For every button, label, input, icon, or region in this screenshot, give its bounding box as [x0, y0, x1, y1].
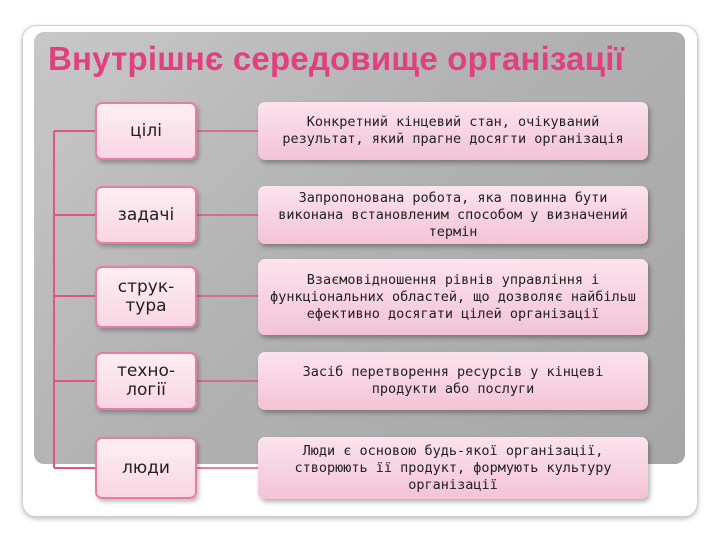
slide-title: Внутрішнє середовище організації	[48, 40, 625, 77]
label-box-people: люди	[95, 437, 197, 499]
description-box-technologies: Засіб перетворення ресурсів у кінцеві продукти або послуги	[258, 352, 648, 410]
label-box-technologies: техно- логії	[95, 352, 197, 410]
description-box-goals: Конкретний кінцевий стан, очікуваний результат, який прагне досягти організація	[258, 102, 648, 160]
description-box-people: Люди є основою будь-якої організації, створюють її продукт, формують культуру організації	[258, 437, 648, 499]
label-box-structure: струк- тура	[95, 266, 197, 328]
description-box-structure: Взаємовідношення рівнів управління і функціональних областей, що дозволяє найбільш ефективно досягати цілей організації	[258, 259, 648, 335]
label-box-tasks: задачі	[95, 186, 197, 244]
label-box-goals: цілі	[95, 102, 197, 160]
description-box-tasks: Запропонована робота, яка повинна бути виконана встановленим способом у визначений термін	[258, 186, 648, 244]
